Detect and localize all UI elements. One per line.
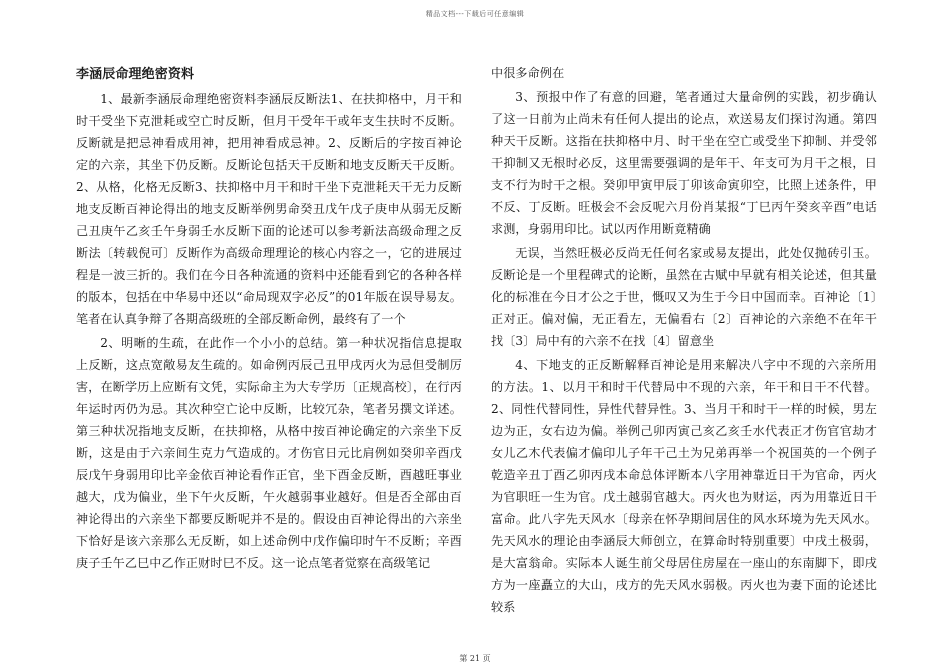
- paragraph: 3、预报中作了有意的回避，笔者通过大量命例的实践，初步确认了这一日前为止尚未有任何人提出的论点，欢送易友们探讨沟通。第四种天干反断。这指在扶抑格中月、时干坐在空亡或受坐下抑制、并受邻干抑制又无根时必反，这里需要强调的是年干、年支可为月干之根，日支不行为时干之根。癸卯甲寅甲辰丁卯该命寅卯空，比照上述条件，甲不反、丁反断。旺极会不会反呢六月份肖某报“丁巳丙午癸亥辛酉”电话求测，身弱用印比。试以丙作用断竟精确: [491, 90, 877, 236]
- left-column: [76, 62, 462, 576]
- paragraph: 中很多命例在: [491, 66, 565, 80]
- paragraph: 2、明晰的生疏，在此作一个小小的总结。第一种状况指信息提取上反断，这点宽敞易友生疏的。如命例丙辰己丑甲戌丙火为忌但受制厉害，在断学历上应断有文凭，实际命主为大专学历〔正规高校〕，在行丙年运时丙仍为忌。其次种空亡论中反断，比较冗杂，笔者另撰文详述。第三种状况指地支反断，在扶抑格，从格中按百神论确定的六亲坐下反断，这是由于六亲间生克力气造成的。才伤官日元比肩例如癸卯辛酉戊辰戊午身弱用印比辛金依百神论看作正官，坐下酉金反断，酉越旺事业越大，戊为偏业，坐下午火反断，午火越弱事业越好。但是否全部由百神论得出的六亲坐下都要反断呢并不是的。假设由百神论得出的六亲坐下恰好是该六亲那么无反断，如上述命例中戊作偏印时午不反断；辛酉庚子壬午乙巳中乙作正财时巳不反。这一论点笔者觉察在高级笔记: [76, 336, 462, 570]
- paragraph: 无误，当然旺极必反尚无任何名家或易友提出，此处仅抛砖引玉。反断论是一个里程碑式的论断，虽然在古赋中早就有相关论述，但其量化的标准在今日才公之于世，慨叹又为生于今日中国而幸。百神论〔1〕正对正。偏对偏，无正看左，无偏看右〔2〕百神论的六亲绝不在年干找〔3〕局中有的六亲不在找〔4〕留意坐: [491, 246, 877, 348]
- page-number: 第 21 页: [459, 654, 491, 663]
- right-column: [491, 62, 877, 620]
- page-header: 精品文档---下载后可任意编辑: [425, 10, 525, 18]
- document-title: 李涵辰命理绝密资料: [76, 67, 195, 82]
- paragraph: 4、下地支的正反断解释百神论是用来解决八字中不现的六亲所用的方法。1、以月干和时干代替局中不现的六亲，年干和日干不代替。2、同性代替同性，异性代替异性。3、当月干和时干一样的时候，男左边为正，女右边为偏。举例己卯丙寅己亥乙亥壬水代表正才伤官官劫才女儿乙木代表偏才偏印儿子年干己土为兄弟再举一个祝国英的一个例子乾造辛丑丁酉乙卯丙戌本命总体评断本八字用神靠近日干为官命，丙火为官职旺一生为官。戊土越弱官越大。丙火也为财运，丙为用靠近日干富命。此八字先天风水〔母亲在怀孕期间居住的风水环境为先天风水。先天风水的理论由李涵辰大师创立，在算命时特别重要〕中戌土极弱，是大富翁命。实际本人诞生前父母居住房屋在一座山的东南脚下，即戌方为一座矗立的大山，戌方的先天风水弱极。丙火也为妻下面的论述比较系: [491, 358, 877, 614]
- paragraph: 1、最新李涵辰命理绝密资料李涵辰反断法1、在扶抑格中，月干和时干受坐下克泄耗或空亡时反断，但月干受年干或年支生扶时不反断。反断就是把忌神看成用神，把用神看成忌神。2、反断后的字按百神论定的六亲，其坐下仍反断。反断论包括天干反断和地支反断天干反断。2、从格，化格无反断3、扶抑格中月干和时干坐下克泄耗天干无力反断地支反断百神论得出的地支反断举例男命癸丑戊午戊子庚申从弱无反断己丑庚午乙亥壬午身弱壬水反断下面的论述可以参考新法高级命理之反断法〔转载倪可〕反断作为高级命理理论的核心内容之一，它的进展过程是一波三折的。我们在今日各种流通的资料中还能看到它的各种各样的版本，包括在中华易中还以“命局现双字必反”的01年版在误导易友。笔者在认真争辩了各期高级班的全部反断命例，最终有了一个: [76, 92, 462, 326]
